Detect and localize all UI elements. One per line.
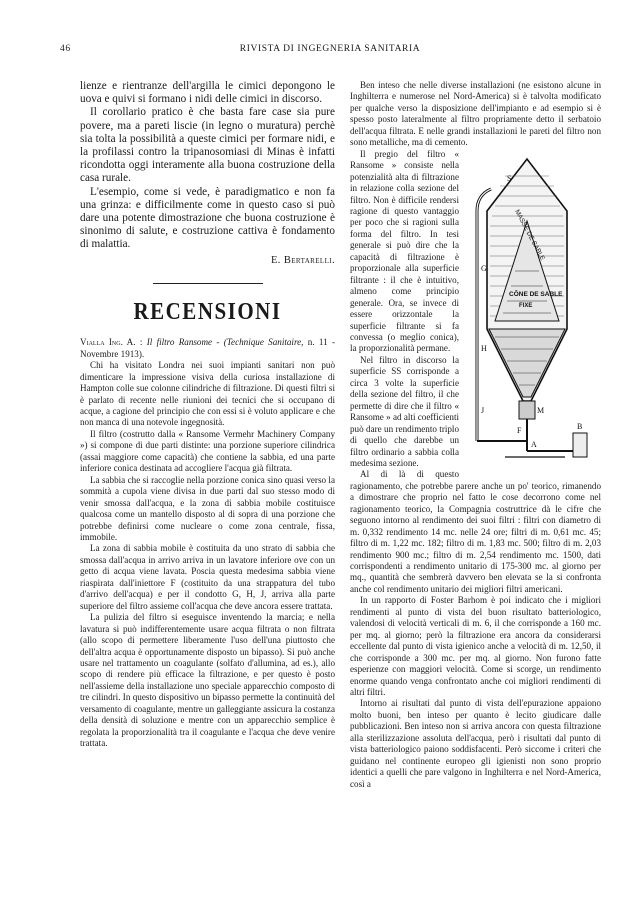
washer <box>519 401 535 419</box>
page-number: 46 <box>60 44 71 54</box>
author-signature: E. Bertarelli. <box>270 254 335 266</box>
label-b: B <box>577 421 583 431</box>
citation-issue: n. 11 - Novembre 1913). <box>80 337 336 359</box>
body-paragraph: Al di là di questo ragionamento, che potrebbe parere anche un po' teorico, rimanendo a dimostrare che proprio nel fatto le cose decorrono come nel ragionamento teorico, la Compagnia costruttrice dà le cifre che seguono intorno al rendimento dei suoi filtri : filtri con diametro di m. 0,332 rendimento 14 mc. nelle 24 ore; filtri di m. 0,61 mc. 45; filtro di m. 1,22 mc. 182; filtro di m. 1,83 mc. 500; filtro di m. 2,03 rendimento 900 mc.; filtro di m. 2,54 rendimento mc. 1500, dati corrispondenti a rendimento unitario di 175-300 mc. al giorno per mq., quantità che sembrerà davvero ben elevata se la si confronta anche col rendimento unitario dei migliori filtri americani. <box>350 469 601 594</box>
review-paragraph: La pulizia del filtro si eseguisce inventendo la marcia; e nella lavatura si può indifferentemente usare acqua filtrata o non filtrata (allo scopo di permettere liberamente l'uso dell'una piuttosto che dell'altra acqua è opportunamente disposto un bipasso). Si può anche usare nel trattamento un coagulante (solfato d'allumina, ad es.), allo scopo di rendere più efficace la filtrazione, e per questo è posto nell'assieme della installazione uno speciale apparecchio composto di tre cilindri. In questo dispositivo un bipasso permette la continuità del versamento di coagulante, mentre un galleggiante assicura la costanza della densità di soluzione e mentre con un apparecchio semplice è regolata la proporzionalità tra il coagulante e l'acqua che deve venire trattata. <box>80 612 335 749</box>
citation-title: Il filtro Ransome <box>146 337 213 348</box>
label-j: J <box>481 405 485 415</box>
label-s: S <box>507 173 512 183</box>
label-m: M <box>537 405 545 415</box>
label-g: G <box>481 263 487 273</box>
review-paragraph: Chi ha visitato Londra nei suoi impianti sanitari non può dimenticare la impressione visiva della curiosa installazione di Hampton colle sue colonne cilindriche di filtrazione. Di questi filtri si è parlato di recente nelle riunioni dei tecnici che si occupano di acque, a cagione del principio che con essi si è voluto applicare e che non manca di una notevole ingegnosità. <box>80 360 335 428</box>
journal-title: RIVISTA DI INGEGNERIA SANITARIA <box>239 44 421 54</box>
lead-paragraph: Il corollario pratico è che basta fare case sia pure povere, ma a pareti liscie (in legno o muratura) perchè sia tolta la possibilità a queste cimici per formare nidi, e la profilassi contro la tripanosomiasi di Minas è infatti ricondotta oggi interamente alla buona costruzione della casa rurale. <box>80 106 335 185</box>
label-h: H <box>481 343 487 353</box>
section-title: RECENSIONI <box>133 296 282 325</box>
ransome-filter-figure <box>465 151 601 469</box>
review-paragraph: La sabbia che si raccoglie nella porzione conica sino quasi verso la sommità a cupola viene divisa in due parti dal suo stesso modo di venir smossa dall'acqua, e la zona di sabbia mobile costituisce qualcosa come un mantello disposto al di sopra di una porzione che potrebbe definirsi come nucleare o come zona centrale, fissa, immobile. <box>80 474 335 542</box>
filter-diagram <box>465 151 601 469</box>
right-column <box>350 80 601 790</box>
running-header <box>60 44 600 58</box>
label-f: F <box>517 425 522 435</box>
left-column <box>80 80 335 750</box>
citation-author: Vialla Ing. A. <box>80 337 136 348</box>
label-cone: CÔNE DE SABLE <box>509 290 563 298</box>
label-masse: MASSE DE SABLE <box>513 208 546 262</box>
body-paragraph: Nel filtro in discorso la superficie SS corrisponde a circa 3 volte la superficie della sezione del filtro, il che permette di dire che il filtro « Ransome » ad alti coefficienti può dare un rendimento triplo di quello che darebbe un filtro ordinario a sabbia colla medesima sezione. <box>350 354 459 468</box>
lower-cone <box>489 329 565 397</box>
review-citation: Vialla Ing. A. : Il filtro Ransome - (Technique Sanitaire, n. 11 - Novembre 1913). <box>80 337 336 359</box>
body-paragraph: Intorno ai risultati dal punto di vista dell'epurazione appaiono molto buoni, ben inteso per quanto è lecito giudicare dalle pubblicazioni. Ben inteso non si arriva ancora con questa filtrazione alla sterilizzazione assoluta dell'acqua, però i risultati dal punto di vista batteriologico paiono soddisfacenti. Però siccome i criteri che guidano nel continente europeo gli igienisti non sono proprio identici a quelli che pare valgono in Inghilterra e nel Nord-America, così a <box>350 698 601 789</box>
lead-paragraph: lienze e rientranze dell'argilla le cimici depongono le uova e quivi si formano i nidi delle cimici in discorso. <box>80 80 335 106</box>
body-paragraph: In un rapporto di Foster Barhom è poi indicato che i migliori rendimenti al punto di vista del buon risultato batteriologico, valendosi di velocità verticali di m. 6, il che corrisponde a 160 mc. per mq. al giorno; però la filtrazione era ancora da considerarsi eccellente dal punto di vista igienico anche a velocità di m. 12,50, il che corrisponde a 300 mc. per mq. al giorno. Non furono fatte esperienze con maggiori velocità. Come si scorge, un rendimento enorme quando venga confrontato anche coi migliori rendimenti di altri filtri. <box>350 595 601 698</box>
section-divider <box>153 283 263 284</box>
article-ending <box>80 80 335 267</box>
label-fixe: FIXE <box>519 302 533 309</box>
citation-source: (Technique Sanitaire, <box>223 337 304 348</box>
body-paragraph: Il pregio del filtro « Ransome » consiste nella potenzialità alta di filtrazione in relazione colla sezione del filtro. Non è difficile rendersi ragione di questo vantaggio per poco che si ragioni sulla forma del filtro. In tesi generale si può dire che la capacità di filtrazione è proporzionale alla superficie filtrante : il che è intuitivo, almeno come principio generale. Ora, se invece di essere orizzontale la superficie filtrante si fa convessa (o meglio conica), la proporzionalità permane. <box>350 148 459 354</box>
review-paragraph: Il filtro (costrutto dalla « Ransome Vermehr Machinery Company ») si compone di due parti distinte: una porzione superiore cilindrica (assai maggiore come capacità) che contiene la sabbia, ed una parte inferiore conica destinata ad accogliere l'acqua già filtrata. <box>80 428 335 474</box>
label-a: A <box>531 439 537 449</box>
review-paragraph: La zona di sabbia mobile è costituita da uno strato di sabbia che smossa dall'acqua in arrivo arriva in un lavatore inferiore ove con un getto di acqua viene lavata. Poscia questa medesima sabbia viene riaspirata dall'iniettore F (costituito da una strappatura del tubo d'arrivo dell'acqua) e per il condotto G, H, J, arriva alla parte superiore del filtro assieme coll'acqua che deve ancora essere trattata. <box>80 543 335 611</box>
lead-paragraph: L'esempio, come si vede, è paradigmatico e non fa una grinza: e difficilmente come in questo caso si può dare una potente dimostrazione che buona costruzione è sinonimo di salute, e costruzione cattiva è fondamento di malattia. <box>80 185 335 251</box>
body-paragraph: Ben inteso che nelle diverse installazioni (ne esistono alcune in Inghilterra e numerose nel Nord-America) si è talvolta modificato per qualche verso la disposizione dell'impianto e ad esempio si è spesso posto lateralmente al filtro propriamente detto il serbatoio dell'acqua filtrata. E nelle grandi installazioni le pareti del filtro non sono metalliche, ma di cemento. <box>350 80 601 148</box>
